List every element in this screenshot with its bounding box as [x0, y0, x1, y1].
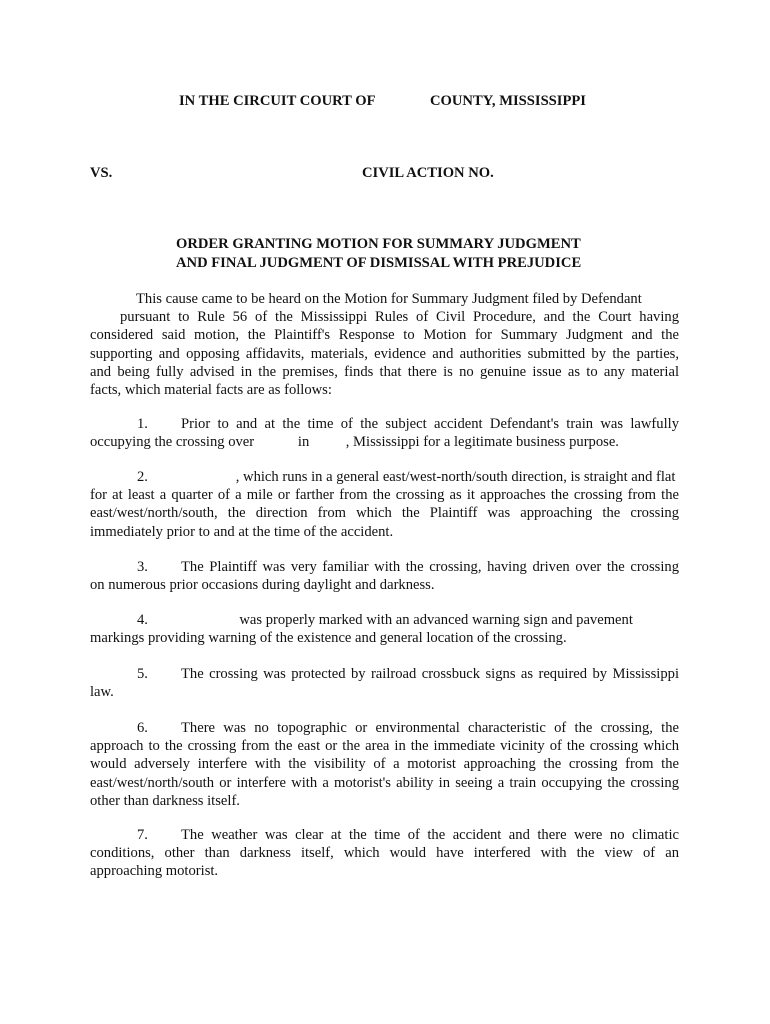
- finding-line: [90, 665, 679, 683]
- finding-number: 1.: [137, 416, 148, 432]
- finding-line: on numerous prior occasions during daylight and darkness.: [90, 577, 435, 594]
- finding-line: for at least a quarter of a mile or farther from the crossing as it approaches the crossing from the: [90, 487, 679, 504]
- finding-line: other than darkness itself.: [90, 792, 240, 809]
- order-title-line-2: AND FINAL JUDGMENT OF DISMISSAL WITH PREJUDICE: [176, 255, 582, 271]
- finding-line: immediately prior to and at the time of the accident.: [90, 523, 394, 540]
- finding-item-2: [90, 468, 679, 541]
- finding-number: 7.: [137, 827, 148, 843]
- finding-item-4: [90, 611, 679, 647]
- intro-line: supporting and opposing affidavits, materials, evidence and authorities submitted by the parties,: [90, 345, 679, 362]
- finding-number: 5.: [137, 666, 148, 682]
- court-caption-left: IN THE CIRCUIT COURT OF: [179, 93, 376, 109]
- finding-text: The Plaintiff was very familiar with the crossing, having driven over the crossing: [181, 559, 679, 575]
- versus-label: VS.: [90, 165, 113, 181]
- finding-line: [90, 826, 679, 844]
- court-caption-right: COUNTY, MISSISSIPPI: [430, 93, 586, 109]
- finding-item-3: [90, 558, 679, 594]
- finding-item-6: [90, 719, 679, 810]
- finding-number: 6.: [137, 720, 148, 736]
- finding-line: [90, 468, 679, 486]
- finding-line: approach to the crossing from the east or the area in the immediate vicinity of the crossing which: [90, 738, 679, 755]
- finding-line: [90, 719, 679, 737]
- finding-line: [90, 558, 679, 576]
- finding-text: Prior to and at the time of the subject accident Defendant's train was lawfully: [181, 416, 679, 432]
- finding-text: The weather was clear at the time of the accident and there were no climatic: [181, 827, 679, 843]
- finding-line: conditions, other than darkness itself, which would have interfered with the view of an: [90, 845, 679, 862]
- finding-line: law.: [90, 684, 114, 701]
- finding-line: east/west/north/south or interfere with a motorist's ability in seeing a train occupying the crossing: [90, 774, 679, 791]
- finding-line: [90, 415, 679, 433]
- finding-text: was properly marked with an advanced warning sign and pavement: [181, 612, 633, 628]
- finding-line: markings providing warning of the existence and general location of the crossing.: [90, 630, 567, 647]
- civil-action-label: CIVIL ACTION NO.: [362, 165, 494, 181]
- finding-line: approaching motorist.: [90, 863, 219, 880]
- finding-line: would adversely interfere with the visibility of a motorist approaching the crossing from the: [90, 756, 679, 773]
- finding-text: The crossing was protected by railroad crossbuck signs as required by Mississippi: [181, 666, 679, 682]
- finding-item-7: [90, 826, 679, 881]
- finding-item-1: [90, 415, 679, 451]
- intro-line: facts, which material facts are as follows:: [90, 382, 332, 399]
- intro-line: pursuant to Rule 56 of the Mississippi Rules of Civil Procedure, and the Court having: [120, 309, 679, 326]
- intro-paragraph: [90, 290, 679, 399]
- finding-line: east/west/north/south, the direction from which the Plaintiff was approaching the crossing: [90, 505, 679, 522]
- finding-number: 4.: [137, 612, 148, 628]
- finding-number: 2.: [137, 469, 148, 485]
- finding-line: occupying the crossing over in , Mississippi for a legitimate business purpose.: [90, 434, 619, 451]
- finding-number: 3.: [137, 559, 148, 575]
- finding-text: There was no topographic or environmental characteristic of the crossing, the: [181, 720, 679, 736]
- order-title-line-1: ORDER GRANTING MOTION FOR SUMMARY JUDGMENT: [176, 236, 581, 252]
- intro-line: and being fully advised in the premises, finds that there is no genuine issue as to any material: [90, 363, 679, 380]
- finding-text: , which runs in a general east/west-north/south direction, is straight and flat: [181, 469, 676, 485]
- intro-line: This cause came to be heard on the Motion for Summary Judgment filed by Defendant: [136, 291, 642, 307]
- finding-line: [90, 611, 679, 629]
- intro-line: considered said motion, the Plaintiff's Response to Motion for Summary Judgment and the: [90, 327, 679, 344]
- finding-item-5: [90, 665, 679, 701]
